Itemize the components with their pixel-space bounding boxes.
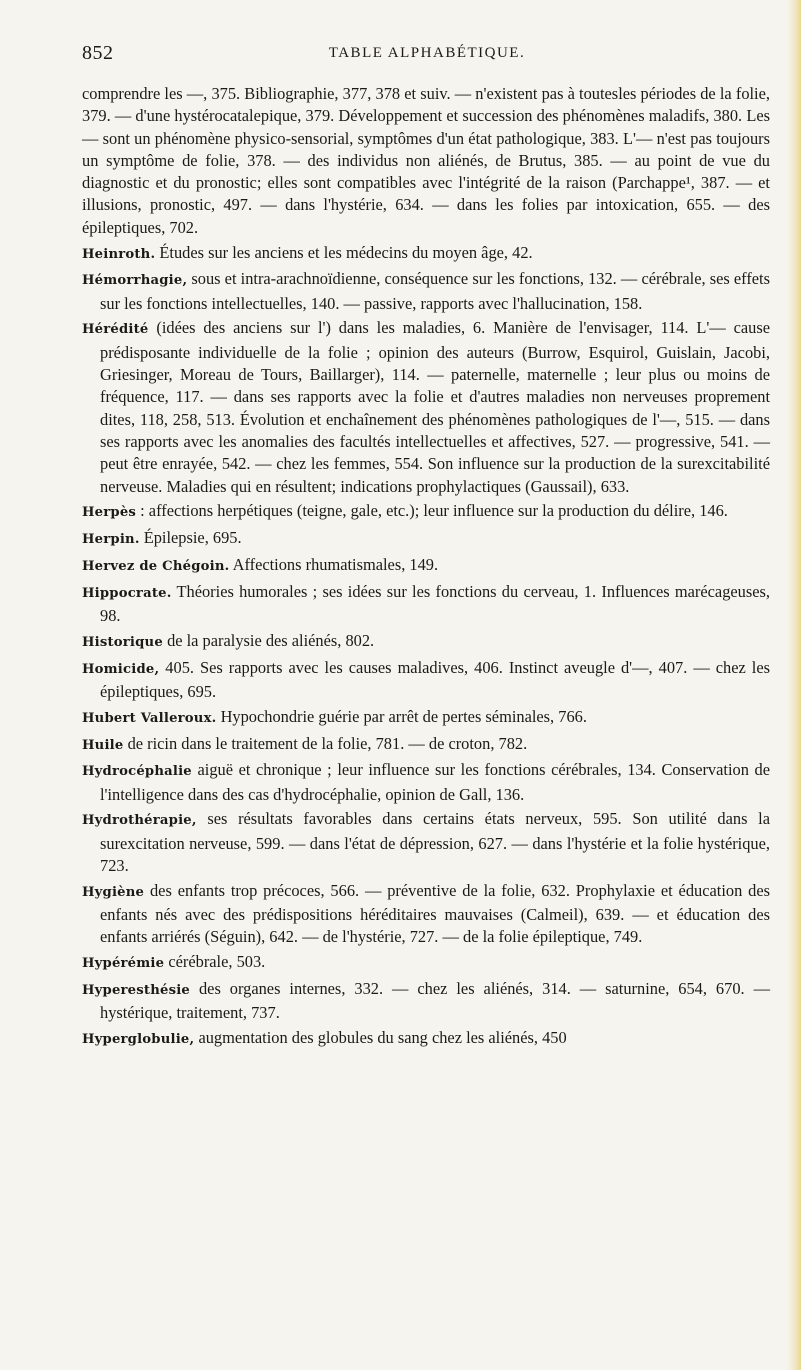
entry-text: comprendre les —, 375. Bibliographie, 377, 378 et suiv. — n'existent pas à toutesles périodes de la folie, 379. — d'une hystérocatalepique, 379. Développement et succession des phénomènes maladifs, 380. Les — sont un phénomène physico-sensorial, symptômes d'un état pathologique, 383. L'— n'est pas toujours un symptôme de folie, 378. — des individus non aliénés, de Brutus, 385. — au point de vue du diagnostic et du pronostic; elles sont compatibles avec l'intégrité de la raison (Parchappe¹, 387. — et illusions, pronostic, 497. — dans l'hystérie, 634. — dans les folies par intoxication, 655. — des épileptiques, 702.: [82, 84, 770, 237]
entry-term: Historique: [82, 634, 163, 650]
entry-text: augmentation des globules du sang chez les aliénés, 450: [198, 1028, 567, 1048]
entry-term: Hygiène: [82, 884, 145, 900]
entry-text: (idées des anciens sur l') dans les maladies, 6. Manière de l'envisager, 114. L'— cause prédisposante individuelle de la folie ; opinion des auteurs (Burrow, Esquirol, Guislain, Jacobi, Griesinger, Moreau de Tours, Baillarger), 114. — paternelle, maternelle ; leur plus ou moins de fréquence, 117. — dans ses rapports avec la folie et d'autres maladies non nerveuses proprement dites, 118, 258, 513. Évolution et enchaînement des phénomènes pathologiques de l'—, 515. — dans ses rapports avec les anomalies des facultés intellectuelles et affectives, 527. — progressive, 541. — peut être enrayée, 542. — chez les femmes, 554. Son influence sur la production de la surexcitabilité nerveuse. Maladies qui en résultent; indications prophylactiques (Gaussail), 633.: [100, 318, 770, 496]
entry-term: Hubert Valleroux.: [82, 710, 217, 726]
running-title: TABLE ALPHABÉTIQUE.: [328, 45, 526, 61]
page-edge: [787, 0, 801, 1370]
index-entry-heinroth: [82, 242, 770, 266]
index-entry-hippocrate: [82, 581, 770, 628]
entry-text: aiguë et chronique ; leur influence sur les fonctions cérébrales, 134. Conservation de l'intelligence dans des cas d'hydrocéphalie, opinion de Gall, 136.: [100, 760, 770, 804]
index-entry-hydrotherapie: [82, 808, 770, 877]
index-entry-herpes: [82, 500, 770, 524]
index-entry-hemorrhagie: [82, 268, 770, 315]
index-entry-huile: [82, 733, 770, 757]
entry-text: Affections rhumatismales, 149.: [232, 554, 439, 574]
entry-text: de ricin dans le traitement de la folie, 781. — de croton, 782.: [127, 733, 528, 753]
entry-term: Huile: [82, 737, 124, 753]
index-entry-hyperglobulie: [82, 1027, 770, 1051]
index-entry-homicide: [82, 657, 770, 704]
page-number: 852: [82, 42, 114, 64]
entry-term: Hervez de Chégoin.: [82, 558, 230, 574]
index-entry-hydrocephalie: [82, 759, 770, 806]
index-entry-continued: [82, 83, 770, 239]
entry-text: de la paralysie des aliénés, 802.: [167, 630, 375, 650]
index-entry-historique: [82, 630, 770, 654]
entry-text: sous et intra-arachnoïdienne, conséquence sur les fonctions, 132. — cérébrale, ses effets sur les fonctions intellectuelles, 140. — passive, rapports avec l'hallucination, 158.: [100, 269, 770, 313]
entry-term: Hyperesthésie: [82, 982, 190, 998]
entry-term: Hémorrhagie,: [82, 273, 188, 289]
entry-term: Herpin.: [82, 532, 140, 548]
entry-text: Théories humorales ; ses idées sur les fonctions du cerveau, 1. Influences marécageuses, 98.: [100, 581, 770, 626]
index-entry-hyperemie: [82, 951, 770, 975]
entry-term: Hypérémie: [82, 956, 165, 972]
entry-text: : affections herpétiques (teigne, gale, etc.); leur influence sur la production du délire, 146.: [140, 501, 728, 521]
page-header: [82, 42, 772, 72]
index-entry-heredite: [82, 317, 770, 497]
entry-term: Hérédité: [82, 322, 149, 338]
index-entries: [82, 83, 770, 1054]
entry-text: Hypochondrie guérie par arrêt de pertes séminales, 766.: [220, 706, 587, 726]
entry-term: Hydrothérapie,: [82, 813, 197, 829]
entry-text: Épilepsie, 695.: [143, 528, 242, 548]
entry-text: des organes internes, 332. — chez les aliénés, 314. — saturnine, 654, 670. — hystérique, traitement, 737.: [100, 978, 770, 1023]
index-entry-hyperesthesie: [82, 978, 770, 1025]
entry-term: Heinroth.: [82, 246, 156, 262]
index-entry-hubert-valleroux: [82, 706, 770, 730]
index-entry-hygiene: [82, 880, 770, 949]
entry-text: des enfants trop précoces, 566. — préventive de la folie, 632. Prophylaxie et éducation des enfants nés avec des prédispositions héréditaires mauvaises (Calmeil), 639. — et éducation des enfants arriérés (Séguin), 642. — de l'hystérie, 727. — de la folie épileptique, 749.: [100, 880, 770, 947]
entry-term: Hippocrate.: [82, 585, 172, 601]
entry-term: Hyperglobulie,: [82, 1032, 195, 1048]
entry-text: 405. Ses rapports avec les causes maladives, 406. Instinct aveugle d'—, 407. — chez les épileptiques, 695.: [100, 657, 770, 701]
index-entry-herpin: [82, 527, 770, 551]
index-entry-hervez-de-chegoin: [82, 554, 770, 578]
entry-term: Herpès: [82, 505, 137, 521]
entry-term: Hydrocéphalie: [82, 764, 192, 780]
entry-term: Homicide,: [82, 661, 160, 677]
entry-text: ses résultats favorables dans certains états nerveux, 595. Son utilité dans la surexcitation nerveuse, 599. — dans l'état de dépression, 627. — dans l'hystérie et la folie hystérique, 723.: [100, 809, 770, 875]
entry-text: Études sur les anciens et les médecins du moyen âge, 42.: [159, 242, 533, 262]
entry-text: cérébrale, 503.: [168, 952, 266, 972]
